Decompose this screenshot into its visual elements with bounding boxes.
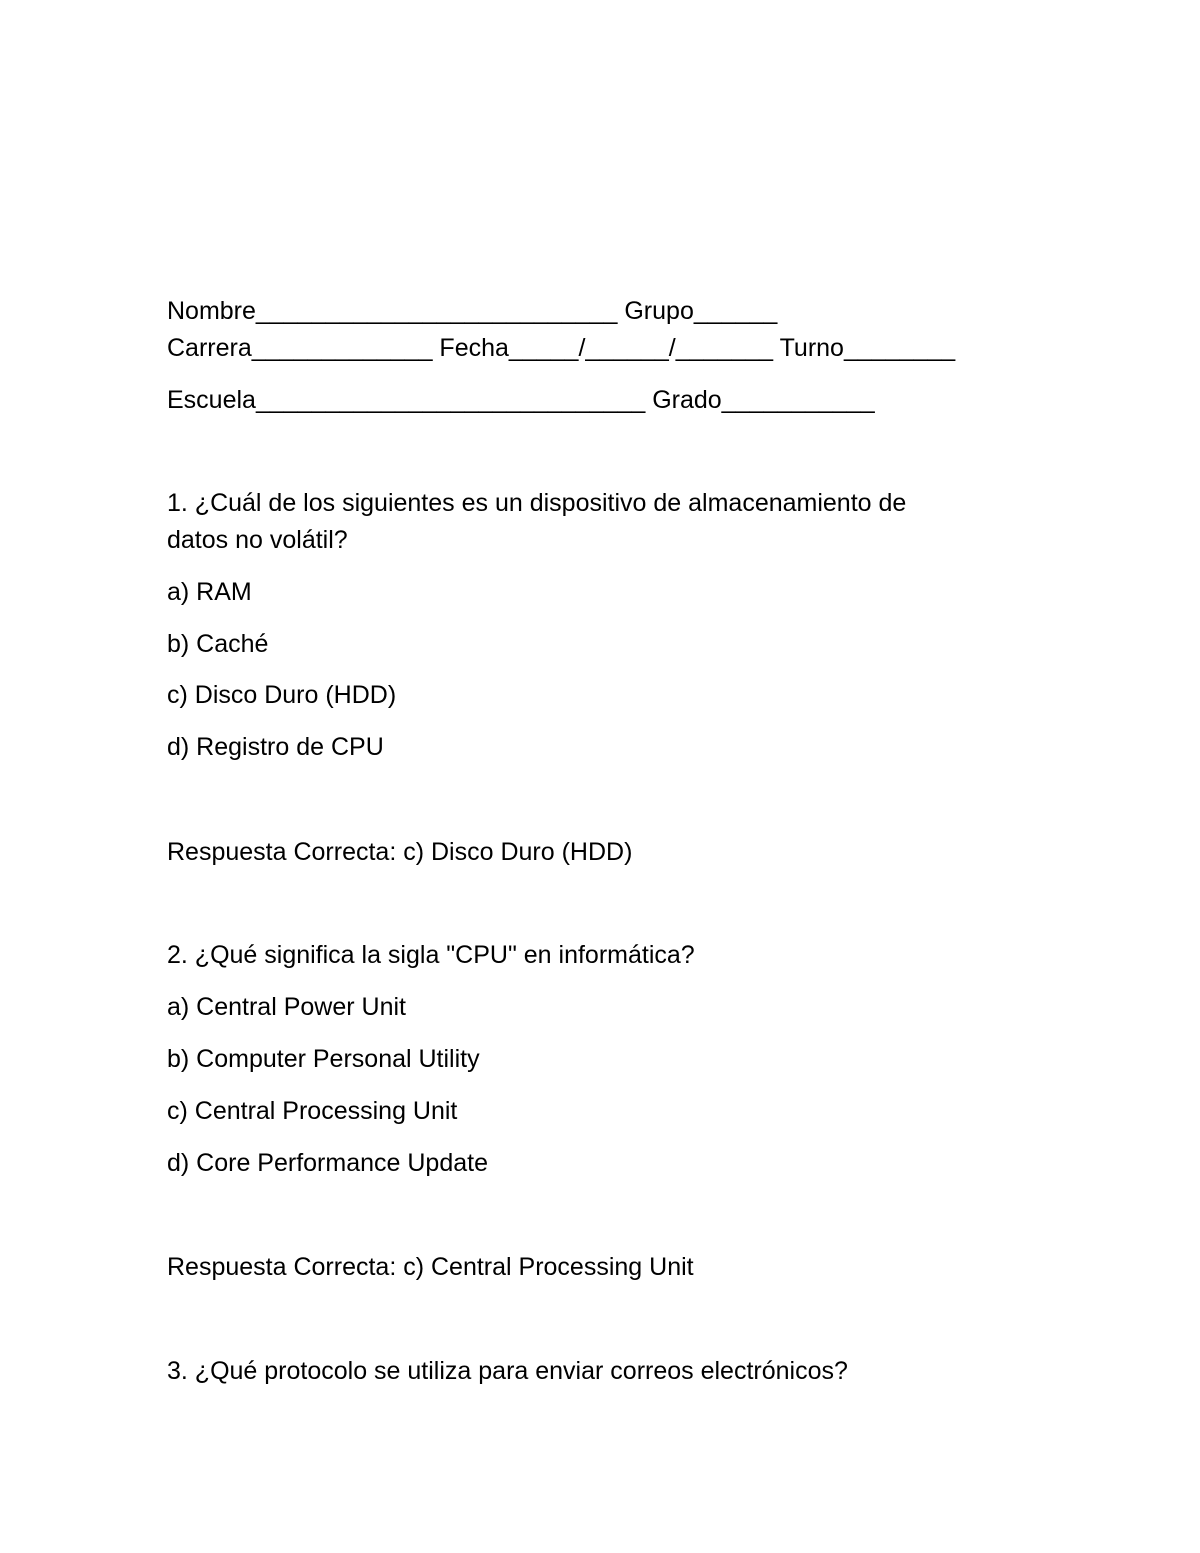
question-2-option-a: a) Central Power Unit (167, 993, 406, 1021)
question-2-answer: Respuesta Correcta: c) Central Processing Unit (167, 1253, 694, 1281)
question-2-option-c: c) Central Processing Unit (167, 1097, 458, 1125)
question-2-option-b: b) Computer Personal Utility (167, 1045, 480, 1073)
question-1-answer: Respuesta Correcta: c) Disco Duro (HDD) (167, 838, 633, 866)
question-1-option-a: a) RAM (167, 578, 252, 606)
question-3-text: 3. ¿Qué protocolo se utiliza para enviar correos electrónicos? (167, 1357, 848, 1385)
header-carrera-fecha-turno: Carrera_____________ Fecha_____/______/_______ Turno________ (167, 334, 956, 362)
question-1-option-d: d) Registro de CPU (167, 733, 384, 761)
question-1-text-continued: datos no volátil? (167, 526, 348, 554)
question-1-text: 1. ¿Cuál de los siguientes es un dispositivo de almacenamiento de (167, 489, 907, 517)
question-1-option-b: b) Caché (167, 630, 269, 658)
header-escuela-grado: Escuela____________________________ Grado___________ (167, 386, 875, 414)
question-1-option-c: c) Disco Duro (HDD) (167, 681, 397, 709)
header-nombre-grupo: Nombre__________________________ Grupo______ (167, 297, 778, 325)
question-2-option-d: d) Core Performance Update (167, 1149, 488, 1177)
question-2-text: 2. ¿Qué significa la sigla "CPU" en informática? (167, 941, 695, 969)
